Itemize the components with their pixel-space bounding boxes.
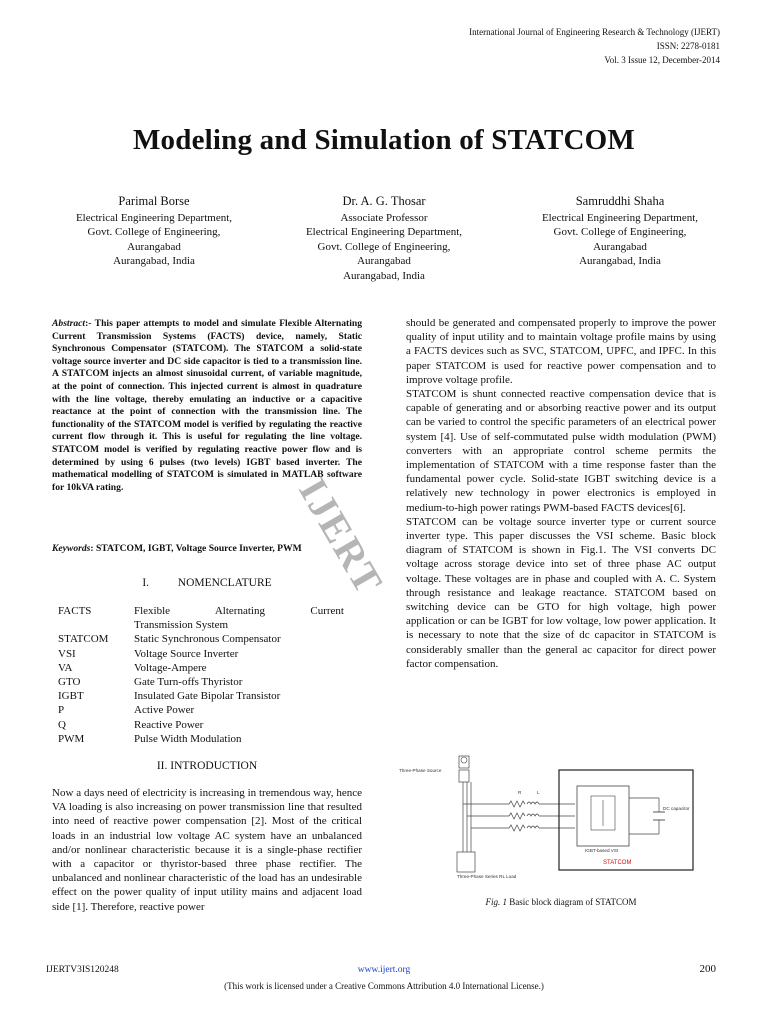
affiliation-line: Govt. College of Engineering, (87, 226, 221, 238)
figure-caption (406, 897, 716, 907)
abbr-cell: P (58, 704, 65, 717)
author-block-1 (34, 194, 274, 269)
paragraph: STATCOM can be voltage source inverter type or current source inverter type. This paper discusses the VSI scheme. Basic block diagram of STATCOM is shown in Fig.1. The VSI converts DC voltage across storage device into set of three phase AC output voltage. These voltages are in phase and coupled with A. C. System through resistance and leakage reactance. STATCOM based on switching device can be GTO for high voltage, high power application or can be IGBT for low voltage, low power application. It is necessary to note that the size of dc capacitor in STATCOM is considerably smaller than the general ac capacitor for direct power factor compensation. (406, 515, 716, 670)
license-text: (This work is licensed under a Creative Commons Attribution 4.0 International License.) (224, 981, 544, 991)
paragraph: should be generated and compensated properly to improve the power quality of input utility and to maintain voltage profile mains by using a FACTS devices such as SVC, STATCOM, UPFC, and IPFC. In this paper STATCOM is used for reactive power compensation and to improve voltage profile. (406, 317, 716, 386)
table-row (58, 661, 344, 675)
keywords-label: Keywords (52, 543, 91, 554)
definition-cell: Static Synchronous Compensator (134, 633, 281, 646)
keywords-text: : STATCOM, IGBT, Voltage Source Inverter, PWM (90, 543, 302, 554)
nomenclature-table (58, 604, 347, 746)
definition-cell: Insulated Gate Bipolar Transistor (134, 690, 281, 703)
caption-label: Fig. 1 (485, 897, 507, 907)
definition-cell: Gate Turn-offs Thyristor (134, 676, 243, 689)
table-row (58, 718, 344, 732)
watermark: IJERT (290, 470, 393, 603)
affiliation-line: Electrical Engineering Department, (541, 211, 699, 224)
label-three-phase-source: Three-Phase Source (399, 768, 442, 773)
abbr-cell: Q (58, 718, 66, 731)
abstract-label: Abstract (52, 318, 86, 329)
abstract (52, 318, 362, 494)
paper-title: Modeling and Simulation of STATCOM (132, 124, 636, 156)
abstract-text: This paper attempts to model and simulate Flexible Alternating Current Transmission Systems (FACTS) device, namely, Static Synchronous Compensator (STATCOM). The STATCOM a solid-state voltage source inverter and DC side capacitor is tied to a transmission line. A STATCOM injects an almost sinusoidal current, of variable magnitude, at the point of connection. This injected current is almost in quadrature with the line voltage, thereby emulating an inductive or a capacitive reactance at the point of connection with the transmission line. The functionality of the STATCOM model is verified by regulating the reactive current flow through it. This is useful for regulating the line voltage. STATCOM model is verified by regulating reactive power flow and is determined by using 6 pulses (two levels) IGBT based inverter. The mathematical modelling of STATCOM is simulated in MATLAB software for 10kVA rating. (52, 318, 362, 493)
page-number: 200 (699, 963, 716, 975)
table-row (58, 604, 344, 632)
issn: ISSN: 2278-0181 (656, 41, 720, 51)
author-block-2 (264, 194, 504, 283)
label-dc-capacitor: DC capacitor (663, 806, 690, 811)
paragraph: STATCOM is shunt connected reactive compensation device that is capable of generating and or absorbing reactive power and its output can be varied to control the specific parameters of an electrical power system [4]. Use of self-commutated pulse width modulation (PWM) converters with an appropriate control scheme permits the implementation of STATCOM with a time response faster than the fundamental power cycle. Solid-state IGBT switching device is a relatively new technology in power electronics is employed in medium-to-high power ratings PWM-based FACTS devices[6]. (406, 388, 716, 514)
affiliation-line: Aurangabad, India (579, 255, 661, 267)
keywords (52, 543, 362, 556)
introduction-heading: II. INTRODUCTION (156, 760, 258, 772)
abbr-cell: GTO (58, 676, 81, 689)
journal-name: International Journal of Engineering Research & Technology (IJERT) (469, 27, 720, 37)
statcom-block-diagram (397, 752, 697, 884)
definition-cell: Reactive Power (134, 718, 204, 731)
author-name: Dr. A. G. Thosar (342, 194, 426, 208)
table-row (58, 703, 344, 717)
abbr-cell: VSI (58, 647, 76, 660)
abbr-cell: STATCOM (58, 633, 109, 646)
table-row (58, 732, 344, 746)
table-row (58, 647, 344, 661)
affiliation-line: Electrical Engineering Department, (305, 226, 463, 238)
right-column (406, 316, 716, 671)
abbr-cell: IGBT (58, 690, 84, 703)
breaker-block (459, 770, 469, 782)
affiliation-line: Aurangabad (357, 255, 411, 267)
affiliation-line: Aurangabad (593, 240, 647, 253)
affiliation-line: Govt. College of Engineering, (553, 226, 687, 238)
affiliation-line: Aurangabad, India (113, 255, 195, 267)
abbr-cell: PWM (58, 732, 85, 745)
introduction-text: Now a days need of electricity is increasing in tremendous way, hence VA loading is also increasing on power transmission line that resulted into need of reactive power compensation [2]. Most of the critical loads in an industrial low voltage AC system have an unbalanced and/or nonlinear characteristic because it is a single-phase rectifier with a capacitor or thyristor-based three phase rectifier. The unbalanced and nonlinear characteristic of the load has an undesirable effect on the power quality of input utility mains and adjacent load side [1]. Therefore, reactive power (52, 787, 362, 913)
definition-cell: Pulse Width Modulation (134, 732, 242, 745)
label-load: Three-Phase Series RL Load (457, 874, 517, 879)
definition-cell: Flexible Alternating Current Transmission System (134, 605, 347, 632)
affiliation-line: Govt. College of Engineering, (317, 240, 451, 253)
abbr-cell: FACTS (58, 605, 92, 617)
affiliation-line: Electrical Engineering Department, (75, 211, 233, 224)
affiliation-line: Aurangabad (127, 240, 181, 253)
definition-cell: Active Power (134, 704, 195, 717)
definition-cell: Voltage-Ampere (134, 661, 207, 674)
label-r: R (518, 790, 522, 795)
author-block-3 (500, 194, 740, 269)
table-row (58, 675, 344, 689)
label-vsi: IGBT-based VSI (585, 848, 619, 853)
nomenclature-heading: I. NOMENCLATURE (142, 577, 272, 589)
rl-branches (463, 801, 575, 831)
source-block (459, 756, 469, 768)
author-name: Samruddhi Shaha (575, 194, 665, 208)
journal-url-link[interactable]: www.ijert.org (357, 965, 411, 975)
table-row (58, 689, 344, 703)
source-symbol (461, 757, 467, 763)
label-l: L (537, 790, 540, 795)
load-block (457, 852, 475, 872)
affiliation-line: Aurangabad, India (343, 269, 425, 282)
definition-cell: Voltage Source Inverter (134, 647, 239, 660)
volume-issue: Vol. 3 Issue 12, December-2014 (604, 55, 720, 65)
table-row (58, 632, 344, 646)
caption-text: Basic block diagram of STATCOM (506, 897, 637, 907)
statcom-frame (559, 770, 693, 870)
label-statcom: STATCOM (603, 860, 632, 866)
paper-id: IJERTV3IS120248 (46, 965, 119, 975)
abbr-cell: VA (58, 661, 73, 674)
author-name: Parimal Borse (118, 194, 190, 208)
abstract-separator: :- (85, 318, 92, 329)
affiliation-line: Associate Professor (340, 211, 428, 224)
